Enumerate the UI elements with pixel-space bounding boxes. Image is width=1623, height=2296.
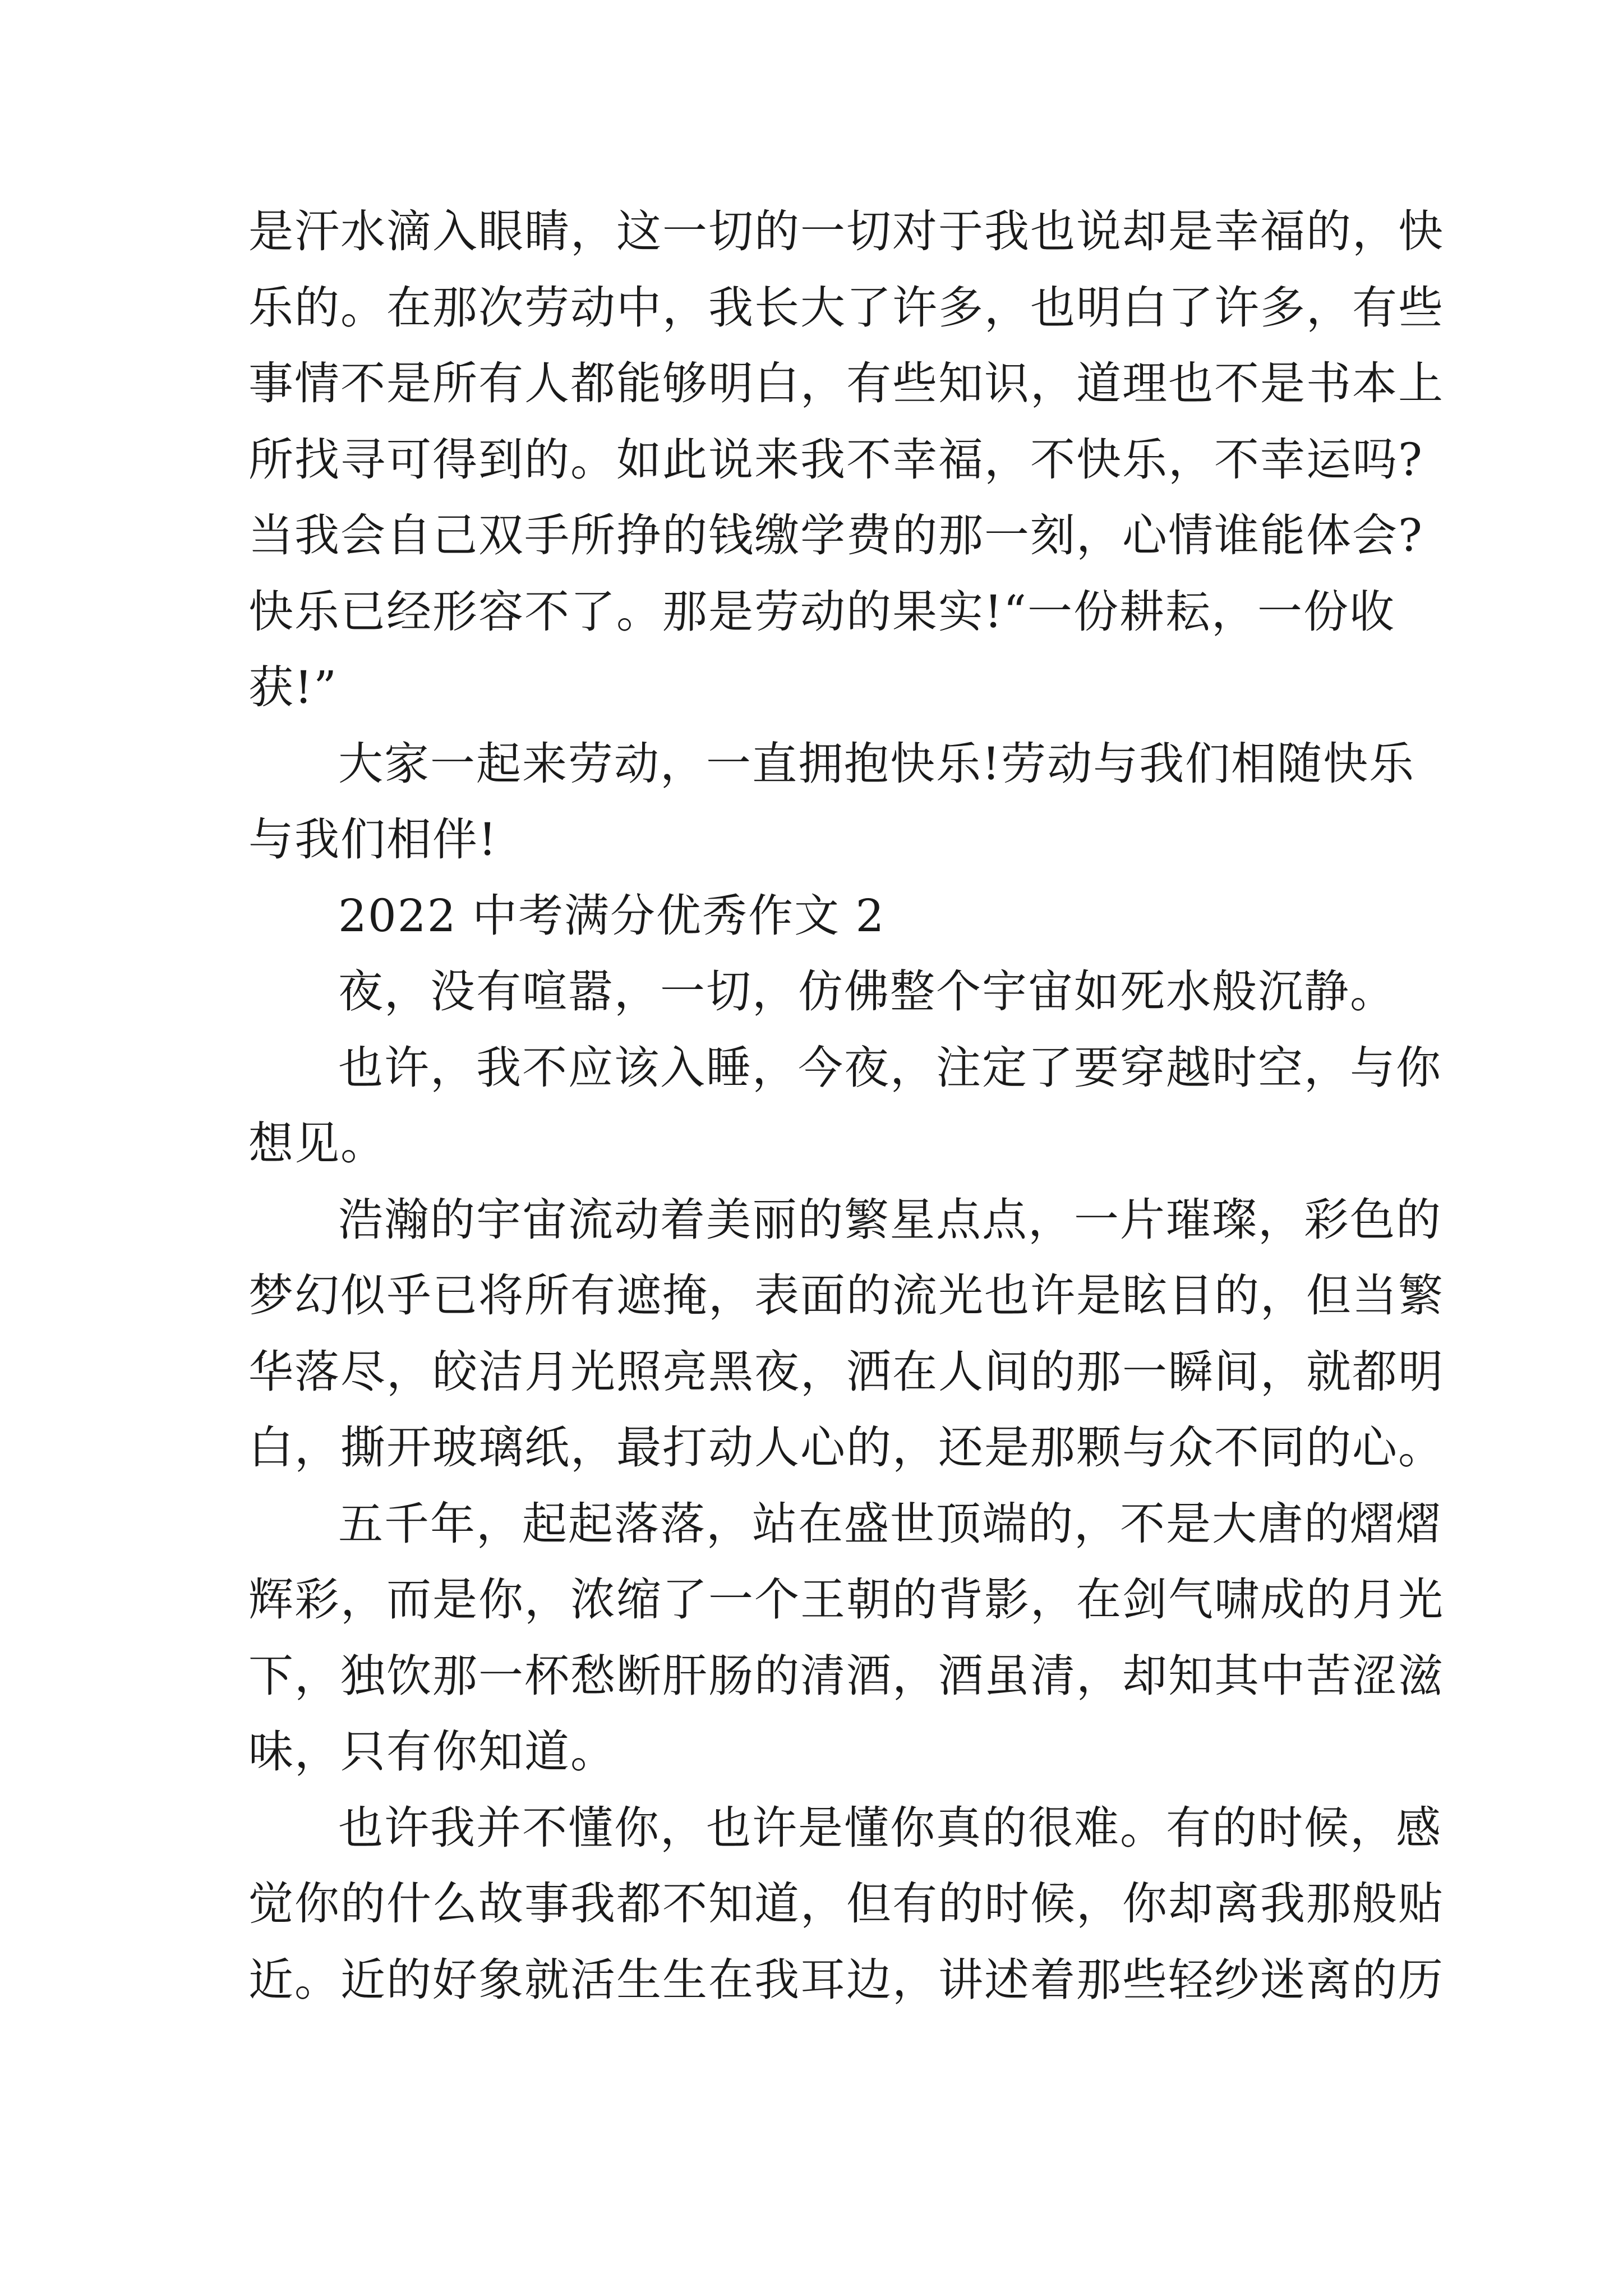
text-line: 也许，我不应该入睡，今夜，注定了要穿越时空，与你 [338, 1041, 1442, 1094]
text-line: 2022 中考满分优秀作文 2 [338, 889, 886, 942]
text-line: 当我会自己双手所挣的钱缴学费的那一刻，心情谁能体会? [248, 509, 1423, 562]
body-text [248, 194, 1444, 2018]
text-line: 大家一起来劳动，一直拥抱快乐!劳动与我们相随快乐 [338, 737, 1415, 790]
text-line: 夜，没有喧嚣，一切，仿佛整个宇宙如死水般沉静。 [338, 965, 1396, 1018]
text-line: 五千年，起起落落，站在盛世顶端的，不是大唐的熠熠 [338, 1497, 1442, 1550]
text-line: 下，独饮那一杯愁断肝肠的清酒，酒虽清，却知其中苦涩滋 [248, 1649, 1444, 1702]
text-line: 白，撕开玻璃纸，最打动人心的，还是那颗与众不同的心。 [248, 1421, 1444, 1474]
text-line: 是汗水滴入眼睛，这一切的一切对于我也说却是幸福的，快 [248, 205, 1444, 257]
text-line: 近。近的好象就活生生在我耳边，讲述着那些轻纱迷离的历 [248, 1953, 1444, 2006]
text-line: 味，只有你知道。 [248, 1726, 616, 1778]
text-line: 浩瀚的宇宙流动着美丽的繁星点点，一片璀璨，彩色的 [338, 1193, 1442, 1246]
text-line: 快乐已经形容不了。那是劳动的果实!“一份耕耘，一份收 [248, 585, 1396, 638]
text-line: 乐的。在那次劳动中，我长大了许多，也明白了许多，有些 [248, 281, 1444, 334]
text-line: 所找寻可得到的。如此说来我不幸福，不快乐，不幸运吗? [248, 433, 1423, 486]
text-line: 也许我并不懂你，也许是懂你真的很难。有的时候，感 [338, 1801, 1442, 1854]
text-line: 获!” [248, 661, 338, 714]
text-line: 想见。 [248, 1117, 386, 1170]
text-line: 梦幻似乎已将所有遮掩，表面的流光也许是眩目的，但当繁 [248, 1269, 1444, 1322]
text-line: 觉你的什么故事我都不知道，但有的时候，你却离我那般贴 [248, 1878, 1444, 1930]
text-line: 辉彩，而是你，浓缩了一个王朝的背影，在剑气啸成的月光 [248, 1573, 1444, 1626]
text-line: 与我们相伴! [248, 813, 498, 866]
text-line: 华落尽，皎洁月光照亮黑夜，洒在人间的那一瞬间，就都明 [248, 1345, 1444, 1398]
text-line: 事情不是所有人都能够明白，有些知识，道理也不是书本上 [248, 357, 1444, 409]
